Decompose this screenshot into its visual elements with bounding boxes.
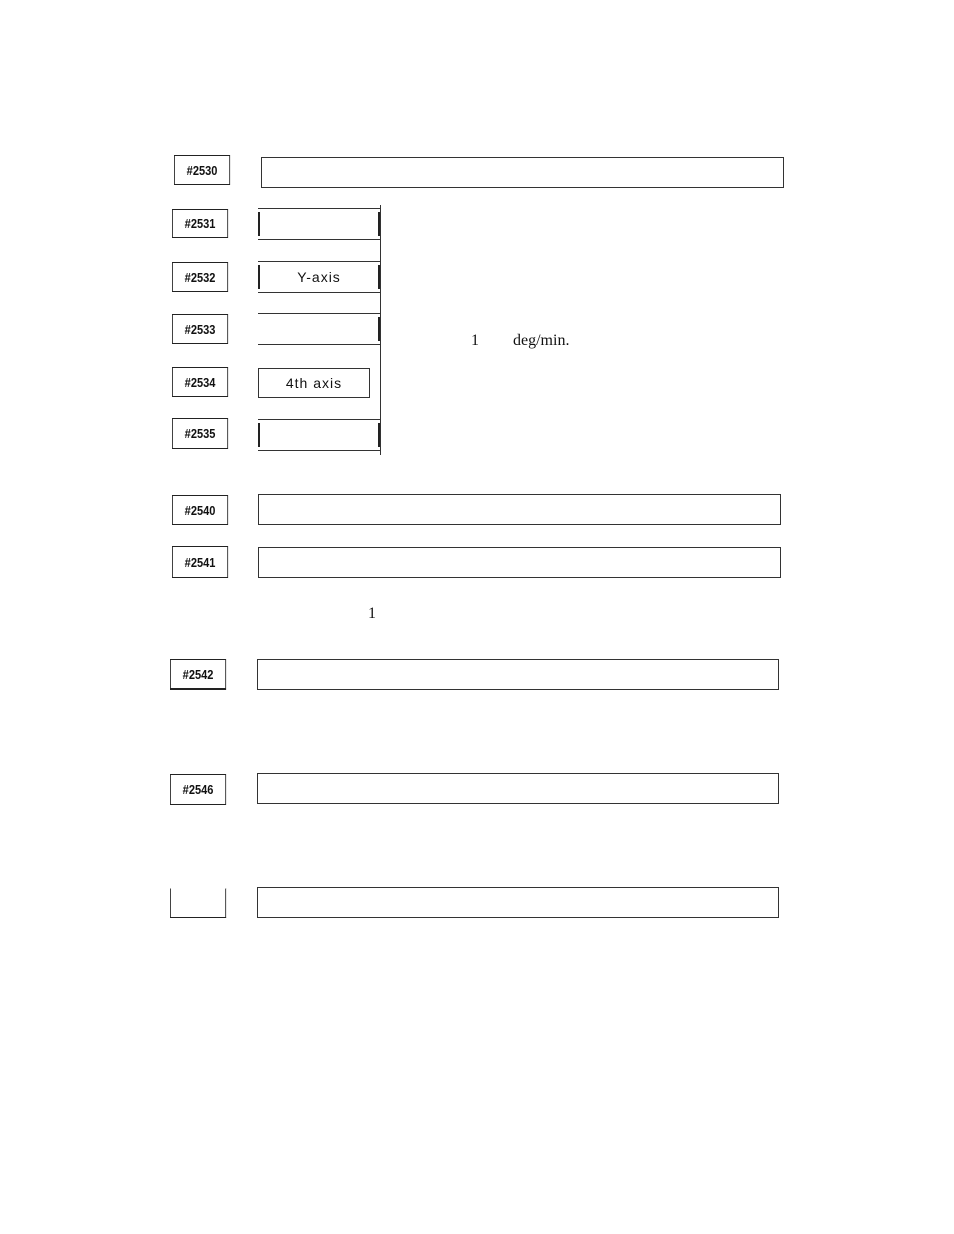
param-field-2530 bbox=[261, 157, 784, 188]
param-tag-2531: #2531 bbox=[172, 209, 228, 238]
param-tag-2534: #2534 bbox=[172, 367, 228, 397]
param-field-2540 bbox=[258, 494, 781, 525]
axis-field-2534 bbox=[258, 368, 370, 398]
axis-field-2531 bbox=[258, 208, 380, 240]
axis-label-2534: 4th axis bbox=[285, 375, 343, 391]
axis-field-2533 bbox=[258, 313, 380, 345]
param-tag-2542: #2542 bbox=[170, 659, 226, 690]
param-tag-2530: #2530 bbox=[174, 155, 230, 185]
note-2541: 1 bbox=[368, 605, 376, 622]
axis-group-divider bbox=[380, 205, 381, 455]
axis-field-2535 bbox=[258, 419, 380, 451]
axis-field-2532 bbox=[258, 261, 380, 293]
axis-label-2532: Y-axis bbox=[297, 269, 341, 285]
param-field-blank bbox=[257, 887, 779, 918]
param-tag-blank bbox=[170, 888, 226, 918]
unit-value: 1 bbox=[471, 332, 479, 349]
param-tag-2535: #2535 bbox=[172, 418, 228, 449]
param-tag-2540: #2540 bbox=[172, 495, 228, 525]
unit-label: deg/min. bbox=[513, 332, 570, 349]
param-tag-2532: #2532 bbox=[172, 262, 228, 292]
param-tag-2533: #2533 bbox=[172, 314, 228, 344]
param-tag-2546: #2546 bbox=[170, 774, 226, 805]
param-field-2541 bbox=[258, 547, 781, 578]
param-field-2546 bbox=[257, 773, 779, 804]
param-field-2542 bbox=[257, 659, 779, 690]
param-tag-2541: #2541 bbox=[172, 546, 228, 578]
